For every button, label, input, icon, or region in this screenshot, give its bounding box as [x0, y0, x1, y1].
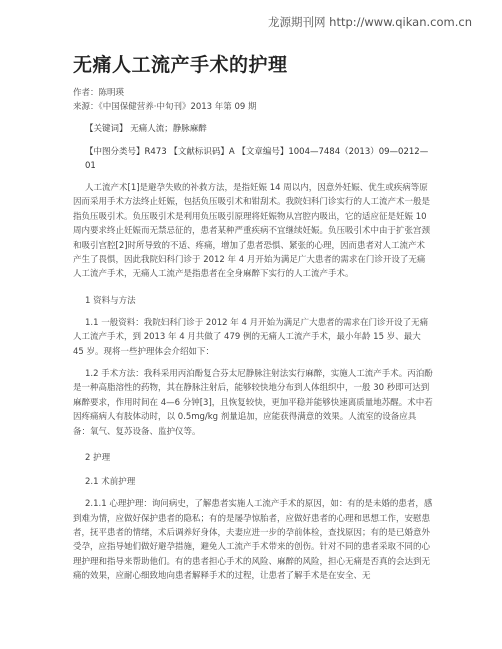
paragraph-1-1: 1.1 一般资料：我院妇科门诊于 2012 年 4 月开始为满足广大患者的需求在门诊开设了无痛人工流产手术，到 2013 年 4 月共做了 479 例的无痛人工流产手术，最小年龄 15 岁、最大 45 岁。现将一些护理体会介绍如下：	[73, 317, 429, 357]
article-title: 无痛人工流产手术的护理	[73, 54, 288, 76]
author-line: 作者：陈明瑛	[73, 88, 125, 98]
subsection-heading-2-1: 2.1 术前护理	[85, 477, 136, 488]
classification-line: 【中图分类号】R473 【文献标识码】A 【文章编号】1004—7484（2013）09—0212—01	[85, 147, 429, 171]
intro-paragraph: 人工流产术[1]是避孕失败的补救方法，是指妊娠 14 周以内，因意外妊娠、优生或疾病等原因而采用手术方法终止妊娠，包括负压吸引术和钳刮术。我院妇科门诊实行的人工流产术一般是指负压吸引术。负压吸引术是利用负压吸引原理将妊娠物从宫腔内吸出，它的适应征是妊娠 10 周内要求终止妊娠而无禁忌征的，患者某种严重疾病不宜继续妊娠。负压吸引术中由于扩张宫颈和吸引宫腔[2]时所导致的不适、疼痛，增加了患者恐惧、紧张的心理，因而患者对人工流产术产生了畏惧，因此我院妇科门诊于 2012 年 4 月开始为满足广大患者的需求在门诊开设了无痛人工流产手术，无痛人工流产是指患者在全身麻醉下实行的人工流产手术。	[73, 183, 431, 280]
paragraph-2-1-1: 2.1.1 心理护理：询问病史，了解患者实施人工流产手术的原因，如：有的是未婚的患者，感到难为情，应做好保护患者的隐私；有的是屡孕惊胎者，应做好患者的心理和思想工作，安慰患者，抚平患者的情绪，术后调养好身体，夫妻应进一步的孕前体检，查找原因；有的是已婚意外受孕，应指导她们做好避孕措施，避免人工流产手术带来的创伤。针对不同的患者采取不同的心理护理和指导来帮助他们。有的患者担心手术的风险、麻醉的风险，担心无痛是否真的会达到无痛的效果，应耐心细致地向患者解释手术的过程，让患者了解手术是在安全、无	[73, 499, 433, 582]
section-heading-2: 2 护理	[85, 453, 111, 464]
source-line: 来源：《中国保健营养·中旬刊》2013 年第 09 期	[73, 102, 257, 112]
site-header: 龙源期刊网 http://www.qikan.com.cn	[268, 15, 472, 29]
article-body	[73, 50, 433, 584]
keywords-line: 【关键词】 无痛人流；静脉麻醉	[85, 124, 207, 134]
section-heading-1: 1 资料与方法	[85, 295, 136, 306]
paragraph-1-2: 1.2 手术方法：我科采用丙泊酚复合芬太尼静脉注射法实行麻醉，实施人工流产手术。丙泊酚是一种高脂溶性的药物，其在静脉注射后，能够较快地分布到人体组织中，一般 30 秒即可达到麻醉要求，作用时间在 4—6 分钟[3]，且恢复较快，更加平稳并能够快速离质量地苏醒。术中若因疼痛病人有肢体动时，以 0.5mg/kg 剂量追加，应能获得满意的效果。人流室的设备应具备：氧气、复苏设备、监护仪等。	[73, 369, 433, 437]
